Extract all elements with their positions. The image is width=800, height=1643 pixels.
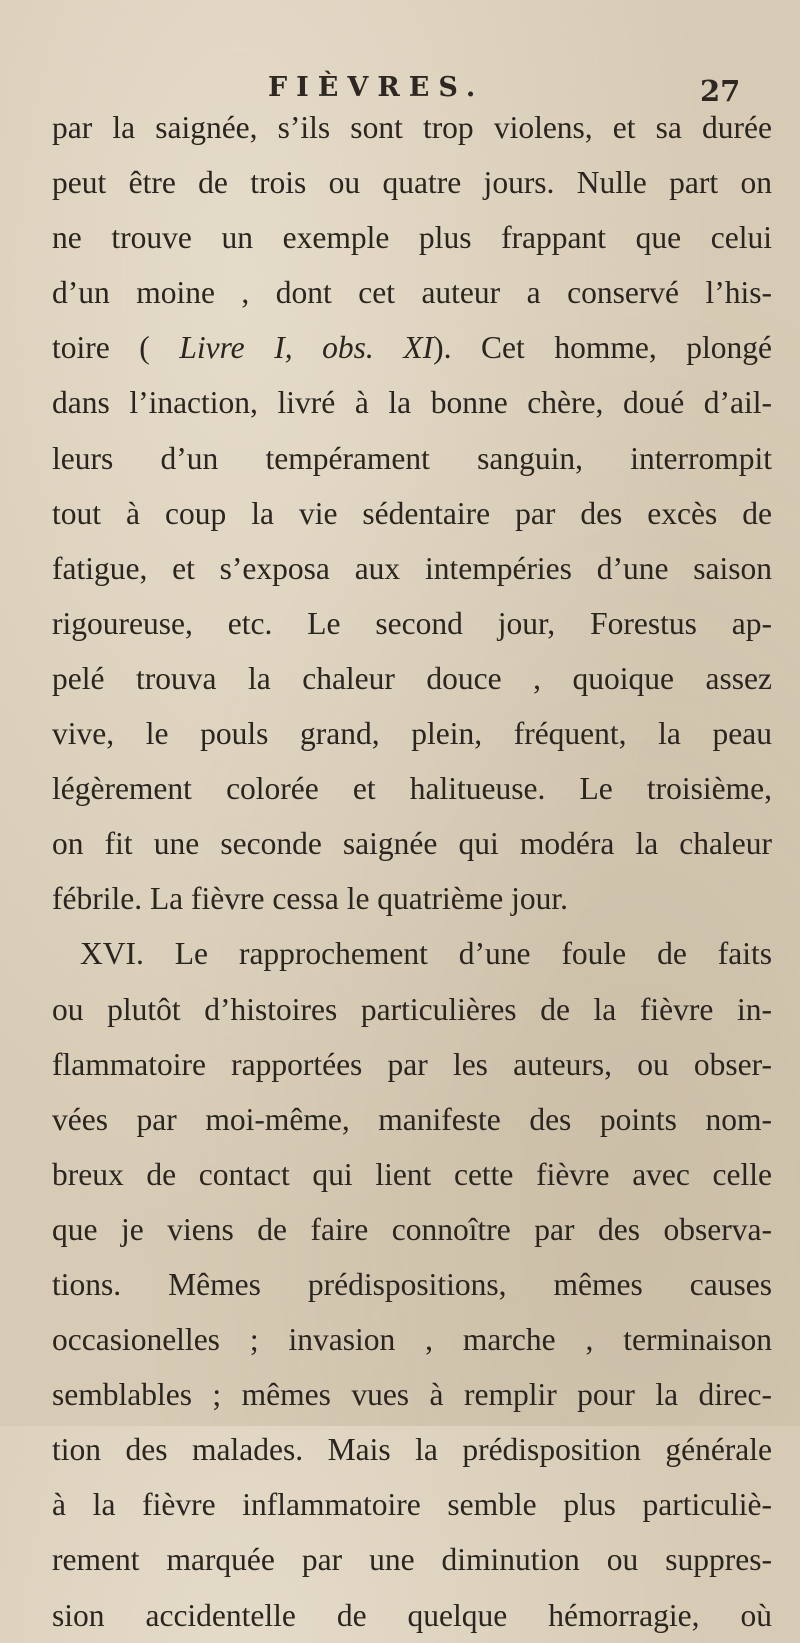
text-line: sion accidentelle de quelque hémorragie, où — [52, 1597, 772, 1633]
text-line: que je viens de faire connoître par des observa- — [52, 1211, 772, 1247]
text-line: tion des malades. Mais la prédisposition générale — [52, 1432, 772, 1468]
body-text — [52, 100, 772, 1643]
text-line: rigoureuse, etc. Le second jour, Forestus ap- — [52, 605, 772, 641]
text-line: semblables ; mêmes vues à remplir pour la direc- — [52, 1377, 772, 1413]
text-line: dans l’inaction, livré à la bonne chère, doué d’ail- — [52, 385, 772, 421]
text-line: on fit une seconde saignée qui modéra la chaleur — [52, 826, 772, 862]
text-line: légèrement colorée et halitueuse. Le troisième, — [52, 771, 772, 807]
running-title: FIÈVRES. — [268, 72, 485, 103]
text-line: fébrile. La fièvre cessa le quatrième jour. — [52, 881, 568, 917]
text-line: fatigue, et s’exposa aux intempéries d’une saison — [52, 550, 772, 586]
text-line: tions. Mêmes prédispositions, mêmes causes — [52, 1266, 772, 1302]
text-line: peut être de trois ou quatre jours. Nulle part on — [52, 165, 772, 201]
text-line: XVI. Le rapprochement d’une foule de faits — [80, 936, 772, 972]
text-line: d’un moine , dont cet auteur a conservé l’his- — [52, 275, 772, 311]
text-line: ne trouve un exemple plus frappant que celui — [52, 220, 772, 256]
page-number: 27 — [700, 74, 741, 108]
text-line: leurs d’un tempérament sanguin, interrompit — [52, 440, 772, 476]
text-line: pelé trouva la chaleur douce , quoique assez — [52, 660, 772, 696]
text-line: breux de contact qui lient cette fièvre avec celle — [52, 1156, 772, 1192]
text-line: par la saignée, s’ils sont trop violens, et sa durée — [52, 110, 772, 145]
text-line: tout à coup la vie sédentaire par des excès de — [52, 495, 772, 531]
text-line: ou plutôt d’histoires particulières de la fièvre in- — [52, 991, 772, 1027]
text-line: occasionelles ; invasion , marche , terminaison — [52, 1322, 772, 1358]
text-line: toire ( Livre I, obs. XI). Cet homme, plongé — [52, 330, 772, 366]
text-line: vive, le pouls grand, plein, fréquent, la peau — [52, 716, 772, 752]
text-line: vées par moi-même, manifeste des points nom- — [52, 1101, 772, 1137]
text-line: flammatoire rapportées par les auteurs, ou obser- — [52, 1046, 772, 1082]
text-line: à la fièvre inflammatoire semble plus particuliè- — [52, 1487, 772, 1523]
text-line: rement marquée par une diminution ou suppres- — [52, 1542, 772, 1578]
